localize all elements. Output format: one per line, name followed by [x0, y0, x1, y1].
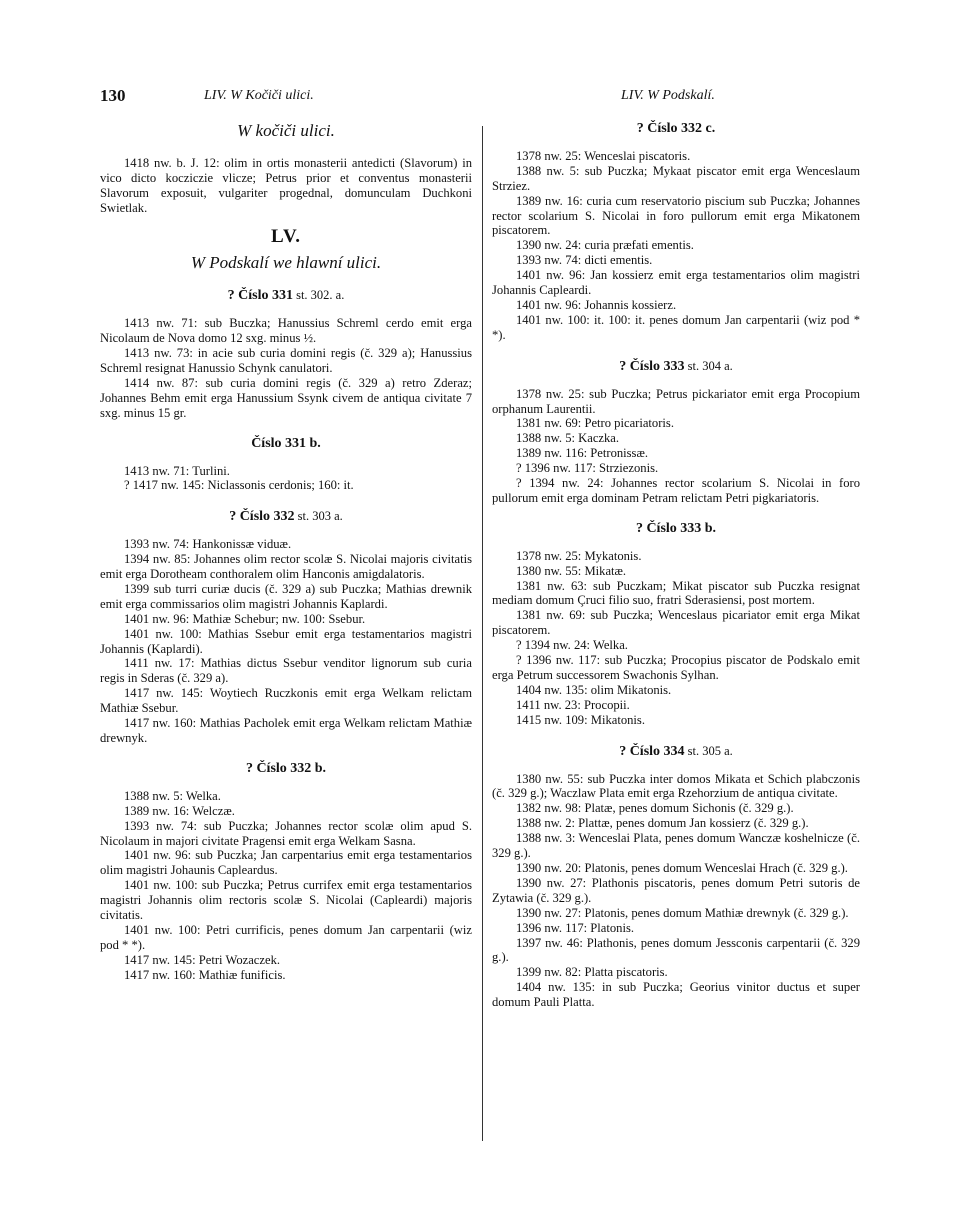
register-entry: 1411 nw. 23: Procopii.	[516, 697, 630, 712]
register-entry: 1417 nw. 145: Woytiech Ruczkonis emit erga Welkam relictam Mathiæ Ssebur.	[100, 686, 472, 716]
house-number-heading	[100, 762, 472, 777]
house-number-heading	[100, 288, 472, 304]
house-number-heading	[492, 122, 860, 137]
left-running-head: LIV. W Kočiči ulici.	[204, 88, 314, 103]
old-number: st. 305 a.	[684, 743, 733, 758]
register-entry: 1388 nw. 3: Wenceslai Plata, penes domum Wanczæ koshelnicze (č. 329 g.).	[492, 831, 860, 861]
house-number: ? Číslo 332	[229, 509, 295, 525]
register-entry: 1394 nw. 85: Johannes olim rector scolæ S. Nicolai majoris civitatis emit erga Dorotheam conthoralem olim Hanconis amigdalatoris.	[100, 552, 472, 582]
register-entry: 1381 nw. 69: Petro picariatoris.	[516, 416, 674, 431]
register-entry: 1418 nw. b. J. 12: olim in ortis monasterii antedicti (Slavorum) in vico dicto kocziczie vlicze; Petrus prior et conventus monasterii Slavorum exposuit, vulgariter progednal, domunculam Duchkoni Swietlak.	[100, 155, 472, 215]
register-entry: ? 1417 nw. 145: Niclassonis cerdonis; 160: it.	[124, 478, 354, 493]
register-entry: 1380 nw. 55: Mikatæ.	[516, 563, 627, 578]
house-number-heading	[100, 509, 472, 525]
house-number-heading	[492, 359, 860, 375]
register-entry: ? 1396 nw. 117: Strziezonis.	[516, 461, 659, 476]
house-number: ? Číslo 332 c.	[636, 121, 716, 136]
register-entry: 1401 nw. 100: it. 100: it. penes domum Jan carpentarii (wiz pod * *).	[492, 312, 860, 342]
register-entry: 1396 nw. 117: Platonis.	[516, 920, 635, 935]
intro-entries	[100, 156, 472, 216]
register-entry: 1393 nw. 74: sub Puczka; Johannes rector scolæ olim apud S. Nicolaum in majori civitate Pragensi emit erga Welkam Sasna.	[100, 818, 472, 848]
house-number-heading	[100, 437, 472, 452]
house-number-heading	[492, 522, 860, 537]
register-entry: 1393 nw. 74: Hankonissæ viduæ.	[124, 537, 292, 552]
house-number: ? Číslo 333	[619, 358, 685, 374]
right-sections	[492, 122, 860, 1010]
register-entry: 1401 nw. 96: sub Puczka; Jan carpentarius emit erga testamentarios olim magistri Johaunis Capleardus.	[100, 848, 472, 878]
register-entry: 1399 nw. 82: Platta piscatoris.	[516, 965, 668, 980]
house-number: ? Číslo 332 b.	[245, 760, 327, 776]
register-entry: 1401 nw. 100: Petri currificis, penes domum Jan carpentarii (wiz pod * *).	[100, 922, 472, 952]
register-entry: 1381 nw. 63: sub Puczkam; Mikat piscator sub Puczka resignat mediam domum Çruci filio suo, fratri Sderasiensi, post mortem.	[492, 578, 860, 608]
register-entry: 1401 nw. 96: Mathiæ Schebur; nw. 100: Ssebur.	[124, 611, 366, 626]
page-header	[0, 86, 960, 110]
register-entry: 1414 nw. 87: sub curia domini regis (č. 329 a) retro Zderaz; Johannes Behm emit erga Hanussium Ssynk civem de antiqua civitate 7 sxg. minus 15 gr.	[100, 375, 472, 420]
old-number: st. 302. a.	[292, 288, 345, 303]
register-entry: 1413 nw. 73: in acie sub curia domini regis (č. 329 a); Hanussius Schreml resignat Hanussio Schynk canulatori.	[100, 346, 472, 375]
register-entry: 1390 nw. 27: Plathonis piscatoris, penes domum Petri sutoris de Zytawia (č. 329 g.).	[492, 875, 860, 905]
register-entry: 1378 nw. 25: Mykatonis.	[516, 548, 642, 563]
register-entry: 1388 nw. 2: Plattæ, penes domum Jan kossierz (č. 329 g.).	[516, 816, 809, 831]
page-number: 130	[100, 86, 126, 105]
register-entry: 1382 nw. 98: Platæ, penes domum Sichonis (č. 329 g.).	[516, 801, 794, 816]
register-entry: 1397 nw. 46: Plathonis, penes domum Jessconis carpentarii (č. 329 g.).	[492, 935, 860, 965]
register-entry: 1413 nw. 71: Turlini.	[124, 463, 230, 478]
right-running-head: LIV. W Podskalí.	[621, 88, 715, 103]
register-entry: 1389 nw. 16: Welczæ.	[124, 803, 235, 818]
register-entry: ? 1394 nw. 24: Welka.	[516, 638, 628, 653]
register-entry: 1388 nw. 5: Kaczka.	[516, 431, 620, 446]
register-entry: 1417 nw. 160: Mathiæ funificis.	[124, 967, 286, 982]
register-entry: 1390 nw. 27: Platonis, penes domum Mathiæ drewnyk (č. 329 g.).	[516, 905, 849, 920]
register-entry: 1380 nw. 55: sub Puczka inter domos Mikata et Schich plabczonis (č. 329 g.); Waczlaw Plata emit erga Rzehorzium de antiqua civitate.	[492, 771, 860, 801]
register-entry: 1393 nw. 74: dicti ementis.	[516, 253, 653, 268]
left-sections	[100, 288, 472, 982]
old-number: st. 303 a.	[294, 509, 343, 524]
register-entry: 1388 nw. 5: Welka.	[124, 788, 221, 803]
register-entry: 1401 nw. 100: Mathias Ssebur emit erga testamentarios magistri Johannis (Kaplardi).	[100, 626, 472, 656]
register-entry: 1404 nw. 135: olim Mikatonis.	[516, 682, 672, 697]
register-entry: 1413 nw. 71: sub Buczka; Hanussius Schreml cerdo emit erga Nicolaum de Nova domo 12 sxg. minus ½.	[100, 316, 472, 346]
register-entry: 1378 nw. 25: sub Puczka; Petrus pickariator emit erga Procopium orphanum Laurentii.	[492, 386, 860, 416]
house-number: ? Číslo 333 b.	[635, 520, 717, 536]
street-title: W kočiči ulici.	[237, 121, 335, 140]
register-entry: 1388 nw. 5: sub Puczka; Mykaat piscator emit erga Wenceslaum Strziez.	[492, 163, 860, 193]
register-entry: 1401 nw. 96: Johannis kossierz.	[516, 297, 677, 312]
register-entry: 1404 nw. 135: in sub Puczka; Georius vinitor ductus et super domum Pauli Platta.	[492, 980, 860, 1010]
house-number: ? Číslo 331	[227, 288, 293, 304]
register-entry: 1417 nw. 145: Petri Wozaczek.	[124, 952, 281, 967]
house-number-heading	[492, 744, 860, 760]
old-number: st. 304 a.	[684, 358, 733, 373]
left-column	[100, 122, 472, 983]
chapter-number: LV.	[271, 225, 301, 247]
register-entry: 1381 nw. 69: sub Puczka; Wenceslaus picariator emit erga Mikat piscatorem.	[492, 608, 860, 638]
register-entry: 1390 nw. 24: curia præfati ementis.	[516, 238, 694, 253]
register-entry: 1401 nw. 96: Jan kossierz emit erga testamentarios olim magistri Johannis Capleardi.	[492, 268, 860, 298]
register-entry: 1399 sub turri curiæ ducis (č. 329 a) sub Puczka; Mathias drewnik emit erga commissarios olim magistri Johannis Kaplardi.	[100, 581, 472, 611]
column-divider	[482, 126, 483, 1141]
register-entry: 1389 nw. 116: Petronissæ.	[516, 446, 649, 461]
right-column	[492, 122, 860, 1010]
house-number: ? Číslo 334	[619, 743, 685, 759]
register-entry: 1417 nw. 160: Mathias Pacholek emit erga Welkam relictam Mathiæ drewnyk.	[100, 716, 472, 745]
house-number: Číslo 331 b.	[251, 435, 321, 451]
register-entry: 1401 nw. 100: sub Puczka; Petrus currifex emit erga testamentarios magistri Johannis olim rectoris scolæ S. Nicolai (Capleardi) majoris civitatis.	[100, 878, 472, 923]
register-entry: 1378 nw. 25: Wenceslai piscatoris.	[516, 148, 691, 163]
chapter-subtitle: W Podskalí we hlawní ulici.	[190, 253, 382, 273]
register-entry: ? 1394 nw. 24: Johannes rector scolarium S. Nicolai in foro pullorum emit erga dominam Petram relictam Petri pigkariatoris.	[492, 476, 860, 505]
register-entry: 1415 nw. 109: Mikatonis.	[516, 712, 645, 727]
register-entry: 1390 nw. 20: Platonis, penes domum Wenceslai Hrach (č. 329 g.).	[516, 860, 848, 875]
register-entry: 1411 nw. 17: Mathias dictus Ssebur venditor lignorum sub curia regis in Sderas (č. 329 a).	[100, 656, 472, 686]
register-entry: 1389 nw. 16: curia cum reservatorio piscium sub Puczka; Johannes rector scolarium S. Nicolai in foro pullorum emit erga Mikatonem piscatorem.	[492, 193, 860, 238]
register-entry: ? 1396 nw. 117: sub Puczka; Procopius piscator de Podskalo emit erga Petrum successorem Swachonis Sylhan.	[492, 653, 860, 682]
